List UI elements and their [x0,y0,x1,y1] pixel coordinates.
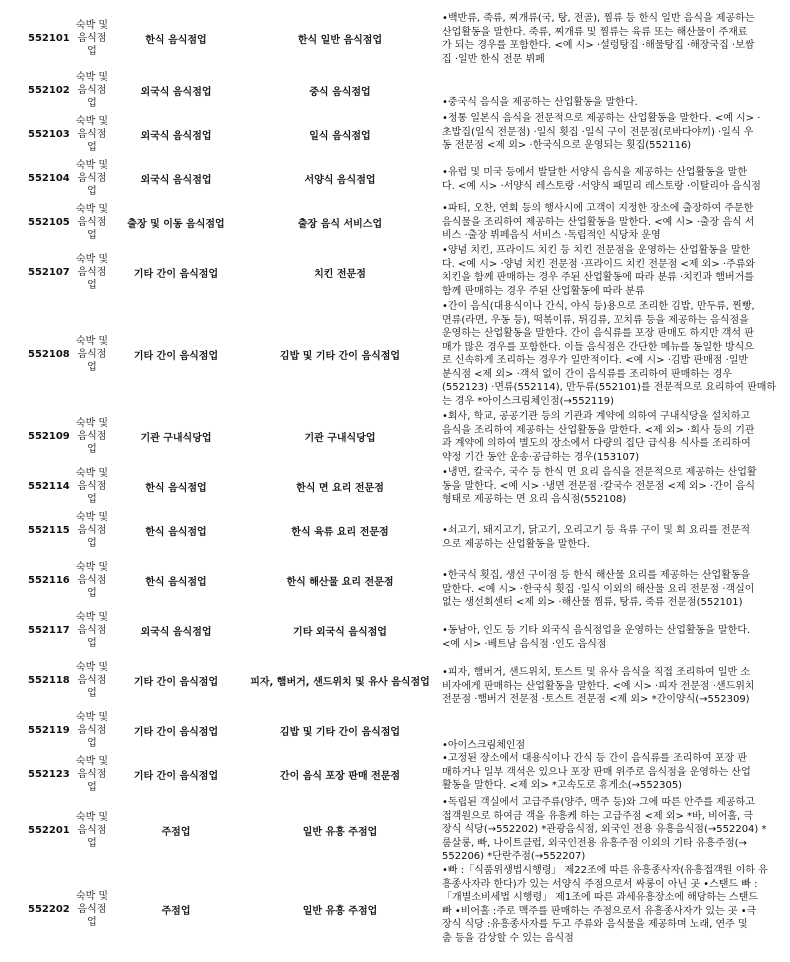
industry-code [28,608,72,652]
section-name [72,552,112,608]
group-name [112,708,240,752]
group-name [112,244,240,300]
industry-code [28,112,72,156]
industry-code-text: 552107 [28,266,70,278]
class-name-text: 김밥 및 기타 간이 음식점업 [279,350,401,362]
industry-code [28,652,72,708]
section-name [72,864,112,954]
section-name [72,508,112,552]
group-name-text: 외국식 음식점업 [140,130,212,142]
class-name [240,608,440,652]
industry-code [28,68,72,112]
class-name-text: 일반 유흥 주점업 [302,905,378,917]
group-name [112,200,240,244]
class-name-text: 한식 해산물 요리 전문점 [286,576,394,588]
class-name-text: 일식 음식점업 [309,130,371,142]
industry-code-text: 552108 [28,348,70,360]
description [442,708,786,753]
description-text: •빠 :「식품위생법시행령」 제22조에 따른 유흥종사자(유흥접객원 이하 유 흥종사자라 한다)가 있는 서양식 주점으로서 싸롱이 아닌 곳 •스탠드 빠 : 「개별소비세법 시행령」 제1조에 따른 과세유흥장소에 해당하는 스탠드 빠 •비어홀 :주로 맥주를 판매하는 주점으로서 유흥종사자가 있는 곳 •극 장식 식당 :유흥종사자를 두고 주류와 음식물을 제공하며 노래, 연주 및 춤 등을 감상할 수 있는 음식점 [442,865,768,944]
group-name [112,508,240,552]
class-name-text: 한식 일반 음식점업 [297,34,383,46]
industry-code [28,752,72,796]
group-name-text: 기타 간이 음식점업 [133,350,219,362]
group-name-text: 외국식 음식점업 [140,626,212,638]
description-text: •냉면, 칼국수, 국수 등 한식 면 요리 음식을 전문적으로 제공하는 산업활 동을 말한다. <예 시> ·냉면 전문점 ·칼국수 전문점 <제 외> ·간이 음식 형태로 제공하는 면 요리 음식점(552108) [442,467,757,505]
industry-code [28,708,72,752]
table-row [0,552,790,608]
description-text: •정통 일본식 음식을 전문적으로 제공하는 산업활동을 말한다. <예 시> · 초밥집(일식 전문점) ·일식 횟집 ·일식 구이 전문점(로바다야끼) ·일식 우 동 전문점 <제 외> ·한국식으로 운영되는 횟집(552116) [442,113,761,151]
group-name-text: 주점업 [161,905,191,917]
section-name [72,8,112,68]
description-text: •피자, 햄버거, 샌드위치, 토스트 및 유사 음식을 직접 조리하여 일반 소 비자에게 판매하는 산업활동을 말한다. <예 시> ·피자 전문점 ·샌드위치 전문점 ·햄버거 전문점 ·토스트 전문점 <제 외> *간이양식(→552309) [442,667,755,705]
section-name-text: 숙박 및 음식점 업 [75,755,109,793]
class-name-text: 한식 면 요리 전문점 [296,482,384,494]
industry-code-text: 552104 [28,172,70,184]
section-name [72,200,112,244]
section-name-text: 숙박 및 음식점 업 [75,711,109,749]
industry-code-text: 552101 [28,32,70,44]
group-name [112,156,240,200]
industry-code [28,408,72,464]
group-name [112,8,240,68]
description-text: •회사, 학교, 공공기관 등의 기관과 계약에 의하여 구내식당을 설치하고 음식을 조리하여 제공하는 산업활동을 말한다. <제 외> ·회사 등의 기관 과 계약에 의하여 별도의 장소에서 다량의 집단 급식용 식사를 조리하여 약정 기간 동안 운송·공급하는 경우(153107) [442,411,755,463]
description [442,864,786,945]
class-name [240,156,440,200]
table-row [0,8,790,68]
description-text: •고정된 장소에서 대용식이나 간식 등 간이 음식류를 조리하여 포장 판 매하거나 일부 객석은 있으나 포장 판매 위주로 음식점을 운영하는 산업 활동을 말한다. <제 외> *고속도로 휴게소(→552305) [442,753,751,791]
section-name-text: 숙박 및 음식점 업 [75,71,109,109]
class-name-text: 기타 외국식 음식점업 [293,626,387,638]
class-name [240,8,440,68]
table-row [0,408,790,464]
industry-code-text: 552119 [28,724,70,736]
section-name-text: 숙박 및 음식점 업 [75,19,109,57]
table-row [0,156,790,200]
group-name-text: 기타 간이 음식점업 [133,676,219,688]
description [442,752,786,793]
class-name-text: 기관 구내식당업 [304,432,376,444]
group-name-text: 기관 구내식당업 [140,432,212,444]
section-name [72,156,112,200]
section-name [72,708,112,752]
group-name [112,652,240,708]
industry-code [28,864,72,954]
class-name [240,68,440,112]
group-name [112,608,240,652]
table-row [0,708,790,752]
section-name [72,652,112,708]
table-row [0,608,790,652]
description [442,68,786,110]
section-name-text: 숙박 및 음식점 업 [75,467,109,505]
table-row [0,508,790,552]
section-name-text: 숙박 및 음식점 업 [75,335,109,373]
description [442,300,786,408]
group-name-text: 기타 간이 음식점업 [133,726,219,738]
class-name-text: 김밥 및 기타 간이 음식점업 [279,726,401,738]
industry-code-text: 552123 [28,768,70,780]
industry-code [28,244,72,300]
description [442,244,786,298]
section-name-text: 숙박 및 음식점 업 [75,611,109,649]
group-name [112,300,240,408]
industry-code [28,508,72,552]
class-name-text: 중식 음식점업 [309,86,371,98]
class-name-text: 일반 유흥 주점업 [302,826,378,838]
description [442,408,786,464]
description [442,8,786,66]
group-name [112,112,240,156]
class-name-text: 서양식 음식점업 [304,174,376,186]
section-name-text: 숙박 및 음식점 업 [75,811,109,849]
industry-code [28,464,72,508]
section-name-text: 숙박 및 음식점 업 [75,253,109,291]
description-text: •양념 치킨, 프라이드 치킨 등 치킨 전문점을 운영하는 산업활동을 말한 다. <예 시> ·양념 치킨 전문점 ·프라이드 치킨 전문점 <제 외> ·주류와 치킨을 함께 판매하는 경우 주된 산업활동에 따라 분류 ·치킨과 햄버거를 함께 판매하는 경우 주된 산업활동에 따라 분류 [442,245,756,297]
class-name [240,200,440,244]
group-name-text: 외국식 음식점업 [140,86,212,98]
section-name-text: 숙박 및 음식점 업 [75,417,109,455]
section-name [72,300,112,408]
industry-code-text: 552201 [28,824,70,836]
description-text: •간이 음식(대용식이나 간식, 야식 등)용으로 조리한 김밥, 만두류, 찐빵, 면류(라면, 우동 등), 떡볶이류, 튀김류, 꼬치류 등을 제공하는 음식점을 운영하는 산업활동을 말한다. 간이 음식류를 포장 판매도 하지만 객석 판 매가 많은 경우를 포함한다. 이들 음식점은 간단한 메뉴를 동일한 방식으 로 신속하게 조리하는 경우가 일반적이다. <예 시> ·김밥 판매점 ·일반 분식점 <제 외> ·객석 없이 간이 음식류를 조리하여 판매하는 경우 (552123) ·면류(552114), 만두류(552101)를 전문적으로 요리하여 판매하 는 경우 *아이스크림체인점(→552119) [442,301,777,407]
description [442,796,786,864]
section-name-text: 숙박 및 음식점 업 [75,890,109,928]
industry-code [28,300,72,408]
description-text: •쇠고기, 돼지고기, 닭고기, 오리고기 등 육류 구이 및 회 요리를 전문적 으로 제공하는 산업활동을 말한다. [442,525,751,550]
section-name-text: 숙박 및 음식점 업 [75,511,109,549]
description-text: •독립된 객실에서 고급주류(양주, 맥주 등)와 그에 따른 안주를 제공하고 접객원으로 하여금 객을 유흥케 하는 고급주점 <제 외> *바, 비어홀, 극 장식 식당(→552202) *관광음식점, 외국인 전용 유흥음식점(→552204) * 룸살롱, 빠, 나이트클럽, 외국인전용 유흥주점 이외의 기타 유흥주점(→ 552206) *단란주점(→552207) [442,797,767,862]
industry-code-text: 552114 [28,480,70,492]
class-name-text: 간이 음식 포장 판매 전문점 [279,770,401,782]
industry-code [28,200,72,244]
table-row [0,300,790,408]
industry-code [28,552,72,608]
description-text: •백반류, 죽류, 찌개류(국, 탕, 전골), 찜류 등 한식 일반 음식을 제공하는 산업활동을 말한다. 죽류, 찌개류 및 찜류는 육류 또는 해산물이 주재료 가 되는 경우를 포함한다. <예 시> ·설렁탕집 ·해물탕집 ·해장국집 ·보쌈 집 ·일반 한식 전문 뷔페 [442,13,755,65]
group-name-text: 기타 간이 음식점업 [133,770,219,782]
section-name-text: 숙박 및 음식점 업 [75,561,109,599]
class-name-text: 치킨 전문점 [314,268,366,280]
description [442,552,786,610]
table-row [0,464,790,508]
industry-code [28,796,72,864]
table-row [0,244,790,300]
group-name [112,864,240,954]
table-row [0,652,790,708]
group-name-text: 기타 간이 음식점업 [133,268,219,280]
section-name-text: 숙박 및 음식점 업 [75,203,109,241]
section-name [72,752,112,796]
industry-code-text: 552109 [28,430,70,442]
class-name [240,652,440,708]
group-name-text: 한식 음식점업 [145,34,207,46]
class-name [240,752,440,796]
class-name [240,508,440,552]
group-name-text: 출장 및 이동 음식점업 [127,218,225,230]
table-row [0,752,790,796]
description-text: •한국식 횟집, 생선 구이점 등 한식 해산물 요리를 제공하는 산업활동을 말한다. <예 시> ·한국식 횟집 ·일식 이외의 해산물 요리 전문점 ·객실이 없는 생선회센터 <제 외> ·해산물 찜류, 탕류, 죽류 전문점(552101) [442,570,755,608]
class-name [240,464,440,508]
class-name [240,864,440,954]
industry-code-text: 552115 [28,524,70,536]
description [442,608,786,651]
group-name [112,408,240,464]
group-name [112,796,240,864]
description [442,652,786,707]
class-name [240,408,440,464]
industry-code-text: 552116 [28,574,70,586]
description-text: •동남아, 인도 등 기타 외국식 음식점업을 운영하는 산업활동을 말한다. <예 시> ·베트남 음식점 ·인도 음식점 [442,625,751,650]
table-row [0,112,790,156]
section-name-text: 숙박 및 음식점 업 [75,159,109,197]
industry-code-text: 552117 [28,624,70,636]
class-name-text: 출장 음식 서비스업 [297,218,383,230]
class-name [240,796,440,864]
table-row [0,864,790,954]
description-text: •파티, 오찬, 연회 등의 행사시에 고객이 지정한 장소에 출장하여 주문한 음식물을 조리하여 제공하는 산업활동을 말한다. <예 시> ·출장 음식 서 비스 ·출장 뷔페음식 서비스 ·독립적인 식당차 운영 [442,203,755,241]
industry-code-text: 552103 [28,128,70,140]
section-name [72,408,112,464]
description [442,156,786,193]
group-name-text: 주점업 [161,826,191,838]
class-name-text: 한식 육류 요리 전문점 [291,526,389,538]
section-name [72,244,112,300]
industry-code-text: 552102 [28,84,70,96]
class-name [240,112,440,156]
class-name [240,300,440,408]
group-name [112,68,240,112]
description [442,508,786,551]
group-name-text: 한식 음식점업 [145,526,207,538]
class-name [240,552,440,608]
description-text: •중국식 음식을 제공하는 산업활동을 말한다. [442,97,638,108]
industry-code-text: 552105 [28,216,70,228]
section-name [72,68,112,112]
industry-code [28,156,72,200]
section-name-text: 숙박 및 음식점 업 [75,661,109,699]
description-text: •아이스크림체인점 [442,740,526,751]
group-name [112,552,240,608]
description [442,464,786,507]
section-name-text: 숙박 및 음식점 업 [75,115,109,153]
group-name-text: 외국식 음식점업 [140,174,212,186]
section-name [72,608,112,652]
class-name [240,708,440,752]
class-name [240,244,440,300]
table-row [0,200,790,244]
section-name [72,112,112,156]
description [442,200,786,243]
section-name [72,796,112,864]
industry-code [28,8,72,68]
description [442,112,786,153]
table-row [0,796,790,864]
group-name-text: 한식 음식점업 [145,482,207,494]
class-name-text: 피자, 햄버거, 샌드위치 및 유사 음식점업 [250,676,430,688]
industry-code-text: 552202 [28,903,70,915]
group-name [112,752,240,796]
industry-code-text: 552118 [28,674,70,686]
section-name [72,464,112,508]
group-name [112,464,240,508]
table-row [0,68,790,112]
description-text: •유럽 및 미국 등에서 발달한 서양식 음식을 제공하는 산업활동을 말한 다. <예 시> ·서양식 레스토랑 ·서양식 패밀리 레스토랑 ·이탈리아 음식점 [442,167,761,192]
group-name-text: 한식 음식점업 [145,576,207,588]
